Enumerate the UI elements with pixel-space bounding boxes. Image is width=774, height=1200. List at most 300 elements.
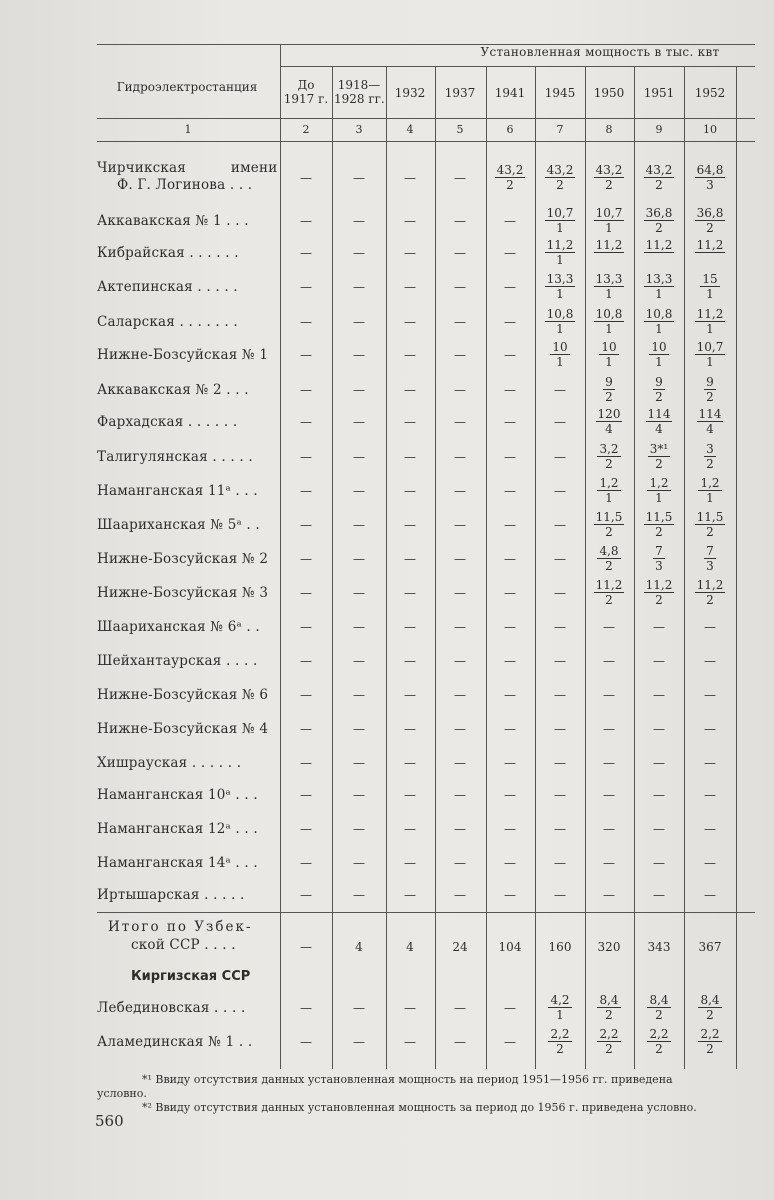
cell-value: 13,3 (546, 272, 574, 286)
cell-value: 4,2 (550, 993, 570, 1007)
cell-value: 36,8 (645, 206, 673, 220)
cell-value: 10,7 (546, 206, 574, 220)
table-cell (686, 407, 734, 436)
table-cell: — (300, 756, 312, 770)
cell-units: 2 (506, 178, 514, 192)
cell-units: 2 (605, 1008, 613, 1022)
table-cell: — (704, 788, 716, 802)
station-name: Нижне-Бозсуйская № 3 (97, 585, 269, 601)
cell-value: 3 (706, 442, 714, 456)
table-cell: — (404, 756, 416, 770)
table-cell: — (504, 484, 516, 498)
cell-units: 1 (706, 491, 714, 505)
cell-units: 2 (605, 1042, 613, 1056)
year-header-line: 1952 (694, 86, 726, 100)
table-cell: — (353, 171, 365, 185)
table-cell: — (300, 552, 312, 566)
table-cell: — (353, 822, 365, 836)
table-cell: — (454, 722, 466, 736)
table-cell: — (404, 552, 416, 566)
table-cell: — (603, 788, 615, 802)
table-cell: — (300, 1035, 312, 1049)
table-cell: — (504, 315, 516, 329)
table-cell: — (504, 552, 516, 566)
cell-value: 11,2 (595, 238, 623, 252)
table-cell: — (454, 552, 466, 566)
table-cell: — (404, 654, 416, 668)
cell-value: 10,7 (595, 206, 623, 220)
cell-value: 9 (706, 375, 714, 389)
year-header (634, 86, 684, 100)
table-cell (585, 1027, 633, 1056)
cell-value: 43,2 (645, 163, 673, 177)
total-label-line1: Итого по Узбек- (108, 919, 253, 935)
cell-units: 1 (706, 287, 714, 301)
cell-units: 2 (655, 1042, 663, 1056)
table-cell (686, 442, 734, 471)
cell-units: 2 (706, 1042, 714, 1056)
cell-value: 10,8 (595, 307, 623, 321)
table-cell: — (504, 756, 516, 770)
table-cell: — (704, 888, 716, 902)
year-header-line: 1937 (444, 86, 476, 100)
cell-units: 2 (706, 221, 714, 235)
table-cell: — (300, 484, 312, 498)
cell-units: 2 (706, 457, 714, 471)
cell-value: 11,5 (696, 510, 724, 524)
table-cell: — (454, 348, 466, 362)
table-cell (635, 476, 683, 505)
table-cell: — (454, 171, 466, 185)
table-cell (585, 442, 633, 471)
column-number: 7 (556, 123, 564, 136)
cell-units: 2 (655, 221, 663, 235)
table-cell (536, 163, 584, 192)
cell-value: 10,8 (546, 307, 574, 321)
table-cell: — (353, 856, 365, 870)
table-cell: — (300, 788, 312, 802)
table-cell: — (653, 722, 665, 736)
cell-units: 2 (556, 1042, 564, 1056)
cell-value: 114 (647, 407, 671, 421)
table-cell (536, 206, 584, 235)
table-cell: — (554, 756, 566, 770)
table-cell (686, 375, 734, 404)
table-cell: — (704, 822, 716, 836)
table-cell (635, 272, 683, 301)
table-cell: — (404, 586, 416, 600)
cell-units: 4 (655, 422, 663, 436)
table-cell (536, 307, 584, 336)
cell-value: 120 (597, 407, 621, 421)
table-cell: — (404, 1001, 416, 1015)
station-name: Наманганская 10ᵃ . . . (97, 787, 258, 803)
cell-units: 2 (605, 390, 613, 404)
table-cell: — (404, 688, 416, 702)
year-header-line: 1951 (643, 86, 675, 100)
cell-units: 2 (655, 457, 663, 471)
table-cell: — (504, 214, 516, 228)
table-cell: — (504, 620, 516, 634)
table-cell: — (454, 315, 466, 329)
table-cell: — (653, 756, 665, 770)
station-column-header: Гидроэлектростанция (116, 80, 258, 94)
year-header (535, 86, 585, 100)
table-cell (686, 510, 734, 539)
cell-value: 2,2 (599, 1027, 619, 1041)
cell-units: 1 (655, 287, 663, 301)
table-cell: — (704, 654, 716, 668)
table-cell: — (504, 1035, 516, 1049)
table-cell: — (300, 383, 312, 397)
table-cell: — (353, 450, 365, 464)
group-header: Установленная мощность в тыс. квт (480, 45, 720, 59)
table-cell: — (653, 888, 665, 902)
table-cell: — (404, 888, 416, 902)
table-cell: — (404, 246, 416, 260)
table-cell: — (554, 888, 566, 902)
cell-units: 1 (556, 221, 564, 235)
station-name: Кибрайская . . . . . . (97, 245, 239, 261)
table-cell: — (504, 856, 516, 870)
table-cell: — (504, 688, 516, 702)
table-cell: — (404, 856, 416, 870)
station-name: Актепинская . . . . . (97, 279, 238, 295)
year-header-line: 1941 (494, 86, 526, 100)
cell-units: 1 (605, 221, 613, 235)
cell-units: 3 (706, 559, 714, 573)
table-cell: — (300, 586, 312, 600)
total-label-line2: ской ССР . . . . (131, 937, 236, 953)
table-cell: — (504, 586, 516, 600)
table-cell: — (653, 788, 665, 802)
cell-units: 1 (556, 287, 564, 301)
table-cell (686, 1027, 734, 1056)
cell-value: 8,4 (700, 993, 720, 1007)
table-cell: — (353, 620, 365, 634)
table-cell: — (353, 214, 365, 228)
cell-value: 7 (655, 544, 663, 558)
cell-units: 1 (605, 322, 613, 336)
table-cell: — (353, 756, 365, 770)
cell-value: 9 (655, 375, 663, 389)
table-cell: — (300, 620, 312, 634)
table-cell: — (353, 788, 365, 802)
table-cell: — (504, 518, 516, 532)
cell-value: 10 (651, 340, 667, 354)
table-cell: — (404, 171, 416, 185)
table-cell: — (454, 518, 466, 532)
cell-units: 1 (605, 491, 613, 505)
col-divider (684, 66, 685, 1069)
total-rule (97, 912, 755, 913)
cell-value: 114 (698, 407, 722, 421)
table-cell: — (504, 888, 516, 902)
year-header-line: 1928 гг. (334, 92, 385, 106)
table-cell: — (300, 450, 312, 464)
table-cell: — (603, 856, 615, 870)
table-cell (585, 993, 633, 1022)
table-cell (635, 1027, 683, 1056)
cell-value: 11,2 (595, 578, 623, 592)
table-cell (585, 476, 633, 505)
table-cell: — (404, 788, 416, 802)
table-cell: — (454, 484, 466, 498)
table-cell: — (454, 450, 466, 464)
year-header (685, 86, 735, 100)
year-header (435, 86, 485, 100)
year-header-line: 1950 (593, 86, 625, 100)
table-cell (635, 206, 683, 235)
cell-units: 1 (655, 491, 663, 505)
cell-units: 1 (556, 322, 564, 336)
table-cell: — (300, 315, 312, 329)
total-cell: 343 (647, 940, 671, 954)
station-name: Нижне-Бозсуйская № 2 (97, 551, 269, 567)
col-divider (736, 66, 737, 1069)
table-cell: — (353, 518, 365, 532)
header-rule (97, 118, 755, 119)
cell-value: 2,2 (550, 1027, 570, 1041)
column-number: 2 (302, 123, 310, 136)
cell-units: 2 (605, 178, 613, 192)
table-cell: — (704, 756, 716, 770)
table-cell: — (504, 450, 516, 464)
table-cell: — (300, 822, 312, 836)
station-name: Нижне-Бозсуйская № 1 (97, 347, 269, 363)
station-name: Талигулянская . . . . . (97, 449, 253, 465)
cell-units: 2 (605, 559, 613, 573)
table-cell: — (603, 822, 615, 836)
table-cell (686, 578, 734, 607)
table-cell (585, 206, 633, 235)
station-name: Наманганская 14ᵃ . . . (97, 855, 258, 871)
cell-units: 1 (605, 287, 613, 301)
table-cell (585, 407, 633, 436)
cell-value: 10 (601, 340, 617, 354)
table-cell: — (404, 518, 416, 532)
table-cell: — (603, 688, 615, 702)
table-cell: — (504, 822, 516, 836)
cell-value: 8,4 (649, 993, 669, 1007)
table-cell: — (504, 280, 516, 294)
station-name: Наманганская 12ᵃ . . . (97, 821, 258, 837)
cell-value: 43,2 (496, 163, 524, 177)
station-name: Наманганская 11ᵃ . . . (97, 483, 258, 499)
station-name: Нижне-Бозсуйская № 6 (97, 687, 269, 703)
cell-units: 2 (655, 593, 663, 607)
cell-value: 13,3 (645, 272, 673, 286)
table-cell (536, 238, 584, 267)
cell-value: 11,2 (645, 238, 673, 252)
cell-value: 1,2 (599, 476, 619, 490)
station-name: Шаариханская № 5ᵃ . . (97, 517, 260, 533)
table-cell: — (603, 620, 615, 634)
cell-value: 11,2 (696, 307, 724, 321)
table-cell: — (454, 1001, 466, 1015)
table-cell (635, 407, 683, 436)
total-cell: 24 (452, 940, 468, 954)
table-cell: — (404, 450, 416, 464)
table-cell: — (353, 586, 365, 600)
table-cell: — (404, 383, 416, 397)
station-name: Аккавакская № 1 . . . (97, 213, 249, 229)
cell-value: 11,2 (696, 238, 724, 252)
table-cell: — (300, 246, 312, 260)
footnote-2: *² Ввиду отсутствия данных установленная мощность за период до 1956 г. приведена условно. (142, 1101, 697, 1114)
cell-value: 4,8 (599, 544, 619, 558)
table-cell: — (404, 415, 416, 429)
station-name: Ф. Г. Логинова . . . (117, 177, 253, 193)
table-cell: — (554, 620, 566, 634)
table-cell (585, 163, 633, 192)
table-cell: — (353, 722, 365, 736)
table-cell (686, 307, 734, 336)
total-cell: 4 (406, 940, 414, 954)
cell-value: 1,2 (649, 476, 669, 490)
table-cell: — (653, 654, 665, 668)
table-cell (635, 578, 683, 607)
year-header-line: 1945 (544, 86, 576, 100)
table-cell (635, 442, 683, 471)
table-cell: — (454, 888, 466, 902)
cell-value: 10,7 (696, 340, 724, 354)
table-cell: — (353, 315, 365, 329)
table-cell: — (300, 888, 312, 902)
cell-units: 3 (706, 178, 714, 192)
table-cell: — (653, 822, 665, 836)
cell-units: 2 (605, 593, 613, 607)
table-cell: — (653, 620, 665, 634)
cell-value: 11,5 (645, 510, 673, 524)
table-cell: — (504, 348, 516, 362)
table-cell: — (554, 788, 566, 802)
table-cell: — (554, 654, 566, 668)
table-cell: — (353, 1035, 365, 1049)
table-cell: — (353, 348, 365, 362)
table-cell: — (300, 280, 312, 294)
colnum-rule (97, 141, 755, 142)
cell-value: 43,2 (546, 163, 574, 177)
cell-value: 13,3 (595, 272, 623, 286)
cell-units: 2 (706, 390, 714, 404)
table-cell: — (404, 348, 416, 362)
table-cell: — (603, 756, 615, 770)
station-name: Шаариханская № 6ᵃ . . (97, 619, 260, 635)
year-header-line: 1918— (337, 78, 381, 92)
cell-units: 2 (655, 525, 663, 539)
table-cell (686, 272, 734, 301)
table-cell: — (300, 654, 312, 668)
table-cell (486, 163, 534, 192)
table-cell: — (404, 722, 416, 736)
total-cell: 4 (355, 940, 363, 954)
col-divider (332, 66, 333, 1069)
total-cell: 320 (597, 940, 621, 954)
table-cell: — (554, 415, 566, 429)
cell-value: 8,4 (599, 993, 619, 1007)
table-cell (635, 544, 683, 573)
column-number: 8 (605, 123, 613, 136)
table-cell: — (704, 722, 716, 736)
table-cell: — (653, 856, 665, 870)
cell-units: 4 (706, 422, 714, 436)
cell-units: 2 (655, 390, 663, 404)
cell-units: 2 (655, 1008, 663, 1022)
cell-units: 3 (655, 559, 663, 573)
table-cell (686, 993, 734, 1022)
table-cell: — (300, 518, 312, 532)
table-cell: — (504, 788, 516, 802)
table-cell: — (404, 315, 416, 329)
table-cell: — (454, 586, 466, 600)
table-cell (585, 578, 633, 607)
column-number: 3 (355, 123, 363, 136)
table-cell: — (504, 383, 516, 397)
table-cell (635, 340, 683, 369)
table-cell (536, 340, 584, 369)
table-cell: — (353, 888, 365, 902)
total-cell: — (300, 940, 312, 954)
station-name: Чирчикская имени (97, 160, 278, 176)
section-heading: Киргизская ССР (131, 969, 251, 984)
table-cell (686, 544, 734, 573)
cell-value: 36,8 (696, 206, 724, 220)
table-cell: — (454, 246, 466, 260)
cell-value: 10 (552, 340, 568, 354)
cell-units: 1 (706, 322, 714, 336)
station-name: Нижне-Бозсуйская № 4 (97, 721, 269, 737)
cell-value: 9 (605, 375, 613, 389)
cell-value: 64,8 (696, 163, 724, 177)
table-cell (686, 206, 734, 235)
table-cell (686, 238, 734, 253)
cell-value: 7 (706, 544, 714, 558)
cell-units: 2 (556, 178, 564, 192)
table-cell: — (704, 620, 716, 634)
column-number: 4 (406, 123, 414, 136)
col-divider (280, 44, 281, 1069)
station-name: Аккавакская № 2 . . . (97, 382, 249, 398)
table-cell: — (554, 722, 566, 736)
cell-units: 1 (556, 355, 564, 369)
cell-value: 10,8 (645, 307, 673, 321)
table-cell: — (300, 171, 312, 185)
table-cell: — (454, 280, 466, 294)
table-cell: — (504, 654, 516, 668)
year-header (385, 86, 435, 100)
footnote-1-line1: *¹ Ввиду отсутствия данных установленная мощность на период 1951—1956 гг. приведена (142, 1073, 673, 1086)
cell-value: 3*¹ (649, 442, 669, 456)
table-cell: — (454, 688, 466, 702)
cell-value: 3,2 (599, 442, 619, 456)
table-cell (585, 238, 633, 253)
cell-units: 2 (605, 457, 613, 471)
table-cell: — (353, 484, 365, 498)
table-cell: — (300, 348, 312, 362)
table-cell: — (454, 788, 466, 802)
table-cell: — (554, 383, 566, 397)
table-cell: — (554, 450, 566, 464)
table-cell: — (353, 552, 365, 566)
table-cell (686, 476, 734, 505)
table-cell: — (353, 383, 365, 397)
table-cell (585, 340, 633, 369)
cell-value: 11,2 (645, 578, 673, 592)
cell-units: 4 (605, 422, 613, 436)
table-cell: — (554, 856, 566, 870)
cell-units: 2 (706, 1008, 714, 1022)
